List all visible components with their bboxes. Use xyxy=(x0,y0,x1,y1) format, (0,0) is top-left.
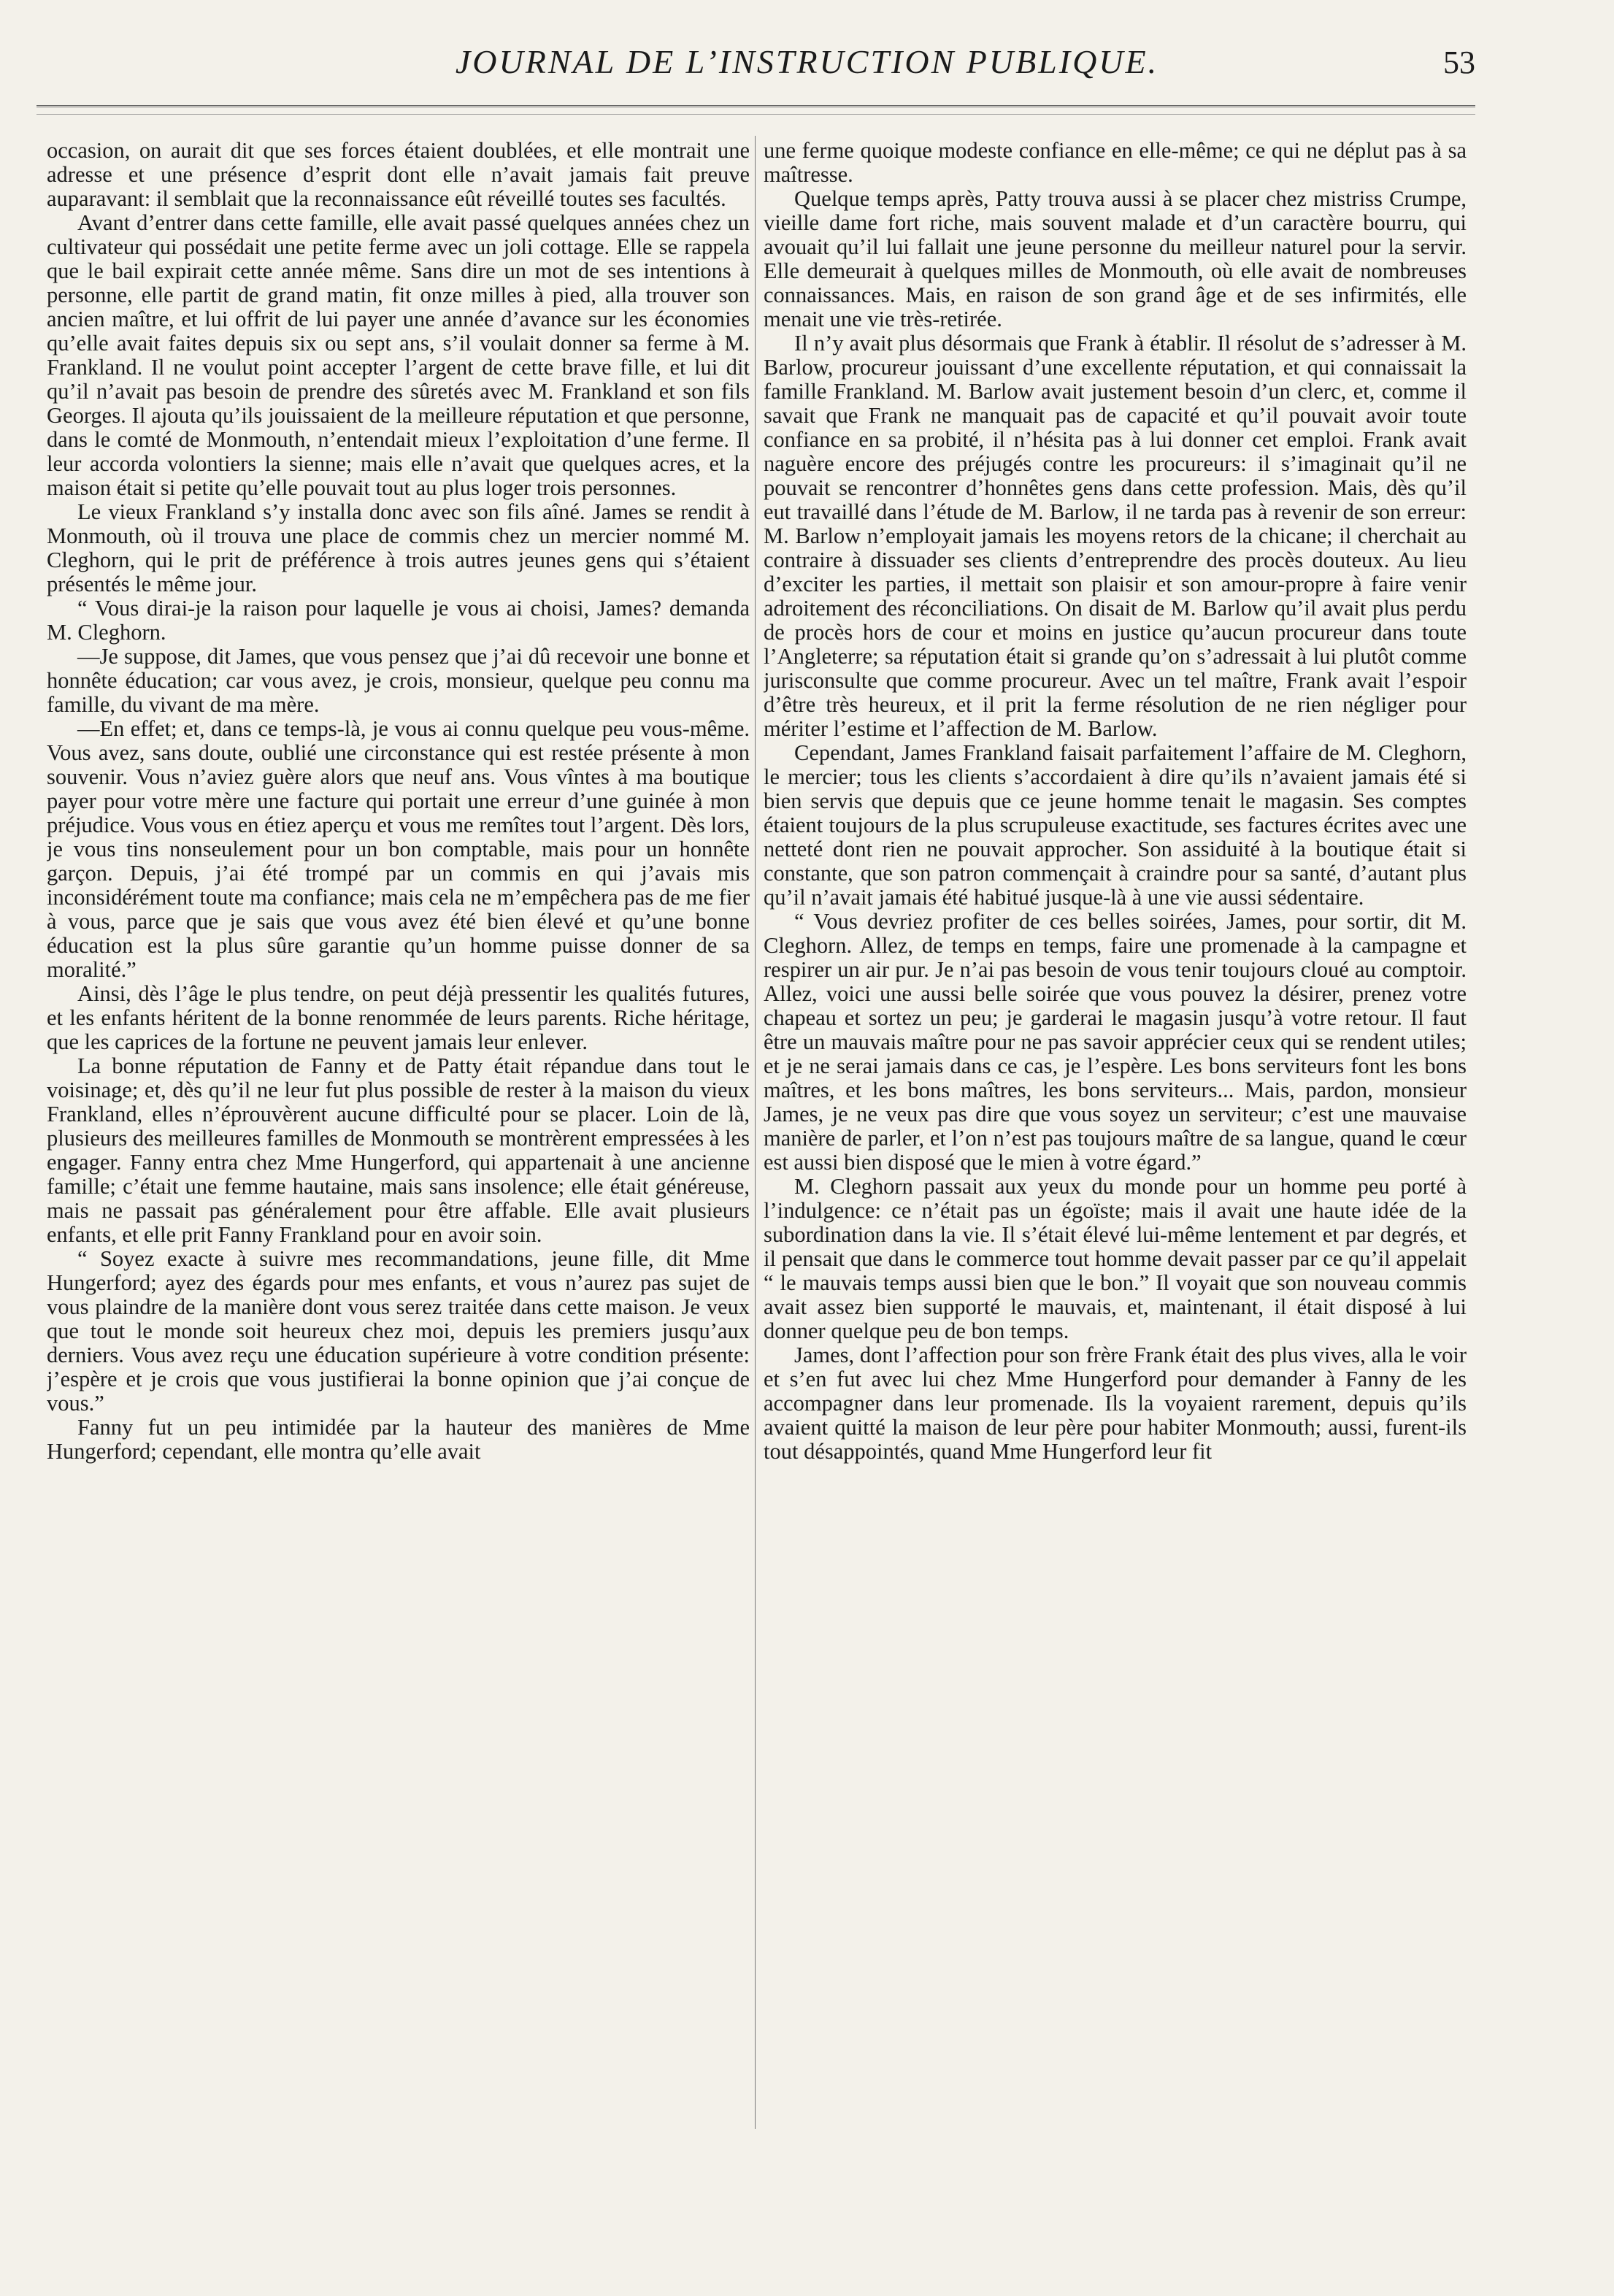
paragraph: “ Vous dirai-je la raison pour laquelle je vous ai choisi, James? demanda M. Cleghorn. xyxy=(47,596,750,645)
column-divider xyxy=(755,136,756,2129)
header-rule-secondary xyxy=(36,114,1475,115)
paragraph: “ Soyez exacte à suivre mes recommandations, jeune fille, dit Mme Hungerford; ayez des égards pour mes enfants, et vous n’aurez pas sujet de vous plaindre de la manière dont vous serez traitée dans cette maison. Je veux que tout le monde soit heureux chez moi, depuis les premiers jusqu’aux derniers. Vous avez reçu une éducation supérieure à votre condition présente: j’espère et je crois que vous justifierai la bonne opinion que j’ai conçue de vous.” xyxy=(47,1246,750,1416)
journal-title: JOURNAL DE L’INSTRUCTION PUBLIQUE. xyxy=(455,43,1159,80)
paragraph: Il n’y avait plus désormais que Frank à établir. Il résolut de s’adresser à M. Barlow, procureur jouissant d’une excellente réputation, et qui connaissait la famille Frankland. M. Barlow avait justement besoin d’un clerc, et, comme il savait que Frank ne manquait pas de capacité et qu’il pouvait avoir toute confiance en sa probité, il n’hésita pas à lui donner cet emploi. Frank avait naguère encore des préjugés contre les procureurs: il s’imaginait qu’il ne pouvait se rencontrer d’honnêtes gens dans cette profession. Mais, dès qu’il eut travaillé dans l’étude de M. Barlow, il ne tarda pas à revenir de son erreur: M. Barlow n’employait jamais les moyens retors de la chicane; il cherchait au contraire à dissuader ses clients d’entreprendre des procès douteux. Au lieu d’exciter les parties, il mettait son plaisir et son amour-propre à faire venir adroitement des réconciliations. On disait de M. Barlow qu’il avait plus perdu de procès hors de cour et moins en justice qu’aucun procureur dans toute l’Angleterre; sa réputation était si grande qu’on s’adressait à lui plutôt comme jurisconsulte que comme procureur. Avec un tel maître, Frank avait l’espoir d’être très heureux, et il prit la ferme résolution de ne rien négliger pour mériter l’estime et l’affection de M. Barlow. xyxy=(764,331,1467,741)
right-column xyxy=(764,139,1467,2161)
paragraph: Fanny fut un peu intimidée par la hauteur des manières de Mme Hungerford; cependant, elle montra qu’elle avait xyxy=(47,1415,750,1464)
paragraph: une ferme quoique modeste confiance en elle-même; ce qui ne déplut pas à sa maîtresse. xyxy=(764,139,1467,187)
page-header xyxy=(0,29,1614,88)
paragraph: —En effet; et, dans ce temps-là, je vous ai connu quelque peu vous-même. Vous avez, sans doute, oublié une circonstance qui est restée présente à mon souvenir. Vous n’aviez guère alors que neuf ans. Vous vîntes à ma boutique payer pour votre mère une facture qui portait une erreur d’une guinée à mon préjudice. Vous vous en étiez aperçu et vous me remîtes tout l’argent. Dès lors, je vous tins nonseulement pour un bon comptable, mais pour un honnête garçon. Depuis, j’ai été trompé par un commis en qui j’avais mis inconsidérément toute ma confiance; mais cela ne m’empêchera pas de me fier à vous, parce que je sais que vous avez été bien élevé et qu’une bonne éducation est la plus sûre garantie qu’un homme puisse donner de sa moralité.” xyxy=(47,716,750,982)
paragraph: —Je suppose, dit James, que vous pensez que j’ai dû recevoir une bonne et honnête éducation; car vous avez, je crois, monsieur, quelque peu connu ma famille, du vivant de ma mère. xyxy=(47,644,750,717)
header-rule xyxy=(36,105,1475,107)
paragraph: Ainsi, dès l’âge le plus tendre, on peut déjà pressentir les qualités futures, et les enfants héritent de la bonne renommée de leurs parents. Riche héritage, que les caprices de la fortune ne peuvent jamais leur enlever. xyxy=(47,981,750,1054)
paragraph: occasion, on aurait dit que ses forces étaient doublées, et elle montrait une adresse et une présence d’esprit dont elle n’avait jamais fait preuve auparavant: il semblait que la reconnaissance eût réveillé toutes ses facultés. xyxy=(47,139,750,211)
left-column xyxy=(47,139,750,2161)
paragraph: “ Vous devriez profiter de ces belles soirées, James, pour sortir, dit M. Cleghorn. Allez, de temps en temps, faire une promenade à la campagne et respirer un air pur. Je n’ai pas besoin de vous tenir toujours cloué au comptoir. Allez, voici une aussi belle soirée que vous pouvez la désirer, prenez votre chapeau et sortez un peu; je garderai le magasin jusqu’à votre retour. Il faut être un mauvais maître pour ne pas savoir apprécier ceux qui se rendent utiles; et je ne serai jamais dans ce cas, je l’espère. Les bons serviteurs font les bons maîtres, et les bons maîtres, les bons serviteurs... Mais, pardon, monsieur James, je ne veux pas dire que vous soyez un serviteur; c’est une mauvaise manière de parler, et l’on n’est pas toujours maître de sa langue, quand le cœur est aussi bien disposé que le mien à votre égard.” xyxy=(764,909,1467,1175)
paragraph: Le vieux Frankland s’y installa donc avec son fils aîné. James se rendit à Monmouth, où il trouva une place de commis chez un mercier nommé M. Cleghorn, qui le prit de préférence à trois autres jeunes gens qui s’étaient présentés le même jour. xyxy=(47,499,750,596)
paragraph: M. Cleghorn passait aux yeux du monde pour un homme peu porté à l’indulgence: ce n’était pas un égoïste; mais il avait une haute idée de la subordination dans la vie. Il s’était élevé lui-même lentement et par degrés, et il pensait que dans le commerce tout homme devait passer par ce qu’il appelait “ le mauvais temps aussi bien que le bon.” Il voyait que son nouveau commis avait assez bien supporté le mauvais, et, maintenant, il était disposé à lui donner quelque peu de bon temps. xyxy=(764,1174,1467,1343)
paragraph: Quelque temps après, Patty trouva aussi à se placer chez mistriss Crumpe, vieille dame fort riche, mais souvent malade et d’un caractère bourru, qui avouait qu’il lui fallait une jeune personne du meilleur naturel pour la servir. Elle demeurait à quelques milles de Monmouth, où elle avait de nombreuses connaissances. Mais, en raison de son grand âge et de ses infirmités, elle menait une vie très-retirée. xyxy=(764,186,1467,331)
paragraph: Cependant, James Frankland faisait parfaitement l’affaire de M. Cleghorn, le mercier; tous les clients s’accordaient à dire qu’ils n’avaient jamais été si bien servis que depuis que ce jeune homme tenait le magasin. Ses comptes étaient toujours de la plus scrupuleuse exactitude, ses factures écrites avec une netteté dont rien ne pouvait approcher. Son assiduité à la boutique était si constante, que son patron commençait à craindre pour sa santé, d’autant plus qu’il n’avait jamais été habitué jusque-là à une vie aussi sédentaire. xyxy=(764,740,1467,910)
paragraph: Avant d’entrer dans cette famille, elle avait passé quelques années chez un cultivateur qui possédait une petite ferme avec un joli cottage. Elle se rappela que le bail expirait cette année même. Sans dire un mot de ses intentions à personne, elle partit de grand matin, fit onze milles à pied, alla trouver son ancien maître, et lui offrit de lui payer une année d’avance sur les économies qu’elle avait faites depuis six ou sept ans, s’il voulait donner sa ferme à M. Frankland. Il ne voulut point accepter l’argent de cette brave fille, et lui dit qu’il n’avait pas besoin de prendre des sûretés avec M. Frankland et son fils Georges. Il ajouta qu’ils jouissaient de la meilleure réputation et que personne, dans le comté de Monmouth, n’entendait mieux l’exploitation d’une ferme. Il leur accorda volontiers la sienne; mais elle n’avait que quelques acres, et la maison était si petite qu’elle pouvait tout au plus loger trois personnes. xyxy=(47,210,750,500)
paragraph: La bonne réputation de Fanny et de Patty était répandue dans tout le voisinage; et, dès qu’il ne leur fut plus possible de rester à la maison du vieux Frankland, elles n’éprouvèrent aucune difficulté pour se placer. Loin de là, plusieurs des meilleures familles de Monmouth se montrèrent empressées à les engager. Fanny entra chez Mme Hungerford, qui appartenait à une ancienne famille; c’était une femme hautaine, mais sans insolence; elle était généreuse, mais ne passait pas généralement pour être affable. Elle avait plusieurs enfants, et elle prit Fanny Frankland pour en avoir soin. xyxy=(47,1053,750,1247)
page-number: 53 xyxy=(1443,45,1475,80)
paragraph: James, dont l’affection pour son frère Frank était des plus vives, alla le voir et s’en fut avec lui chez Mme Hungerford pour demander à Fanny de les accompagner dans leur promenade. Ils la voyaient rarement, depuis qu’ils avaient quitté la maison de leur père pour habiter Monmouth; aussi, furent-ils tout désappointés, quand Mme Hungerford leur fit xyxy=(764,1343,1467,1464)
